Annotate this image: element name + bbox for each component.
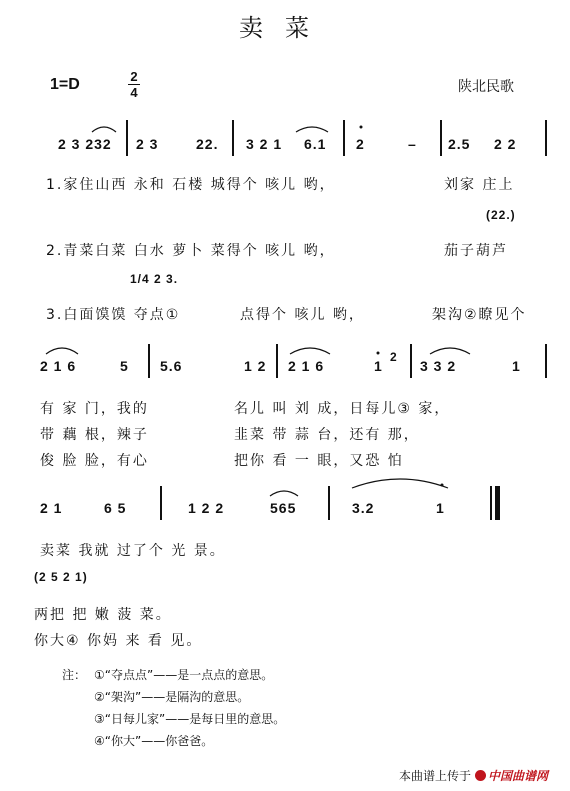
note-group: 2 3 bbox=[136, 136, 159, 152]
lyric-line: 茄子葫芦 bbox=[444, 243, 508, 259]
footnote: ②“架沟”——是隔沟的意思。 bbox=[94, 690, 250, 704]
lyric-line: 刘家 庄上 bbox=[444, 177, 515, 193]
note-group: 2 1 bbox=[40, 500, 63, 516]
note-group: 1 2 2 bbox=[188, 500, 225, 516]
note-group: 2 bbox=[356, 136, 365, 152]
note-group: 6.1 bbox=[304, 136, 327, 152]
barline bbox=[440, 120, 442, 156]
barline bbox=[328, 486, 330, 520]
note-group: 2 1 6 bbox=[288, 358, 325, 374]
credit-brand[interactable]: 中国曲谱网 bbox=[487, 769, 548, 783]
time-signature bbox=[128, 70, 140, 99]
source-credit bbox=[399, 767, 548, 784]
grace-note: 2 bbox=[390, 350, 398, 364]
variant-notes: 1/4 2 3. bbox=[130, 272, 179, 286]
note-group: – bbox=[408, 136, 417, 152]
variant-notes: (22.) bbox=[486, 208, 516, 222]
note-group: 565 bbox=[270, 500, 297, 516]
barline bbox=[160, 486, 162, 520]
barline bbox=[343, 120, 345, 156]
lyric-line: 名儿 叫 刘 成，日每儿③ 家， bbox=[234, 401, 451, 417]
lyric-line: 2.青菜白菜 白水 萝卜 菜得个 咳儿 哟， bbox=[46, 243, 336, 259]
note-group: 2 3 232 bbox=[58, 136, 112, 152]
globe-icon bbox=[475, 770, 486, 781]
note-group: 1 bbox=[374, 358, 383, 374]
song-title: 卖菜 bbox=[239, 14, 331, 42]
note-group: 3.2 bbox=[352, 500, 375, 516]
lyric-line: 俊 脸 脸，有心 bbox=[40, 453, 149, 469]
lyric-line: 把你 看 一 眼，又恐 怕 bbox=[234, 453, 404, 469]
lyric-line: 3.白面馍馍 夺点① bbox=[46, 307, 181, 323]
note-group: 2 2 bbox=[494, 136, 517, 152]
note-group: 3 2 1 bbox=[246, 136, 283, 152]
lyric-line: 韭菜 带 蒜 台，还有 那， bbox=[234, 427, 420, 443]
footnote-label: 注： bbox=[62, 668, 87, 682]
time-signature-top: 2 bbox=[130, 69, 138, 84]
credit-prefix: 本曲谱上传于 bbox=[398, 769, 471, 783]
note-group: 3 3 2 bbox=[420, 358, 457, 374]
barline bbox=[148, 344, 150, 378]
note-group: 1 bbox=[436, 500, 445, 516]
variant-notes: (2 5 2 1) bbox=[34, 570, 88, 584]
lyric-line: 两把 把 嫩 菠 菜。 bbox=[34, 607, 172, 623]
note-group: 2.5 bbox=[448, 136, 471, 152]
barline bbox=[545, 120, 547, 156]
note-group: 6 5 bbox=[104, 500, 127, 516]
lyric-line: 1.家住山西 永和 石楼 城得个 咳儿 哟， bbox=[46, 177, 336, 193]
note-group: 2 1 6 bbox=[40, 358, 77, 374]
final-barline-thin bbox=[490, 486, 492, 520]
lyric-line: 架沟②瞭见个 bbox=[432, 307, 527, 323]
footnote: ①“夺点点”——是一点点的意思。 bbox=[94, 668, 274, 682]
final-barline-thick bbox=[495, 486, 500, 520]
note-group: 5.6 bbox=[160, 358, 183, 374]
note-group: 22. bbox=[196, 136, 219, 152]
note-group: 1 bbox=[512, 358, 521, 374]
lyric-line: 有 家 门，我的 bbox=[40, 401, 149, 417]
note-group: 1 2 bbox=[244, 358, 267, 374]
footnote: ③“日每儿家”——是每日里的意思。 bbox=[94, 712, 286, 726]
note-group: 5 bbox=[120, 358, 129, 374]
lyric-line: 点得个 咳儿 哟， bbox=[240, 307, 365, 323]
song-origin: 陕北民歌 bbox=[458, 79, 514, 95]
barline bbox=[126, 120, 128, 156]
barline bbox=[232, 120, 234, 156]
lyric-line: 你大④ 你妈 来 看 见。 bbox=[34, 633, 203, 649]
barline bbox=[276, 344, 278, 378]
barline bbox=[410, 344, 412, 378]
barline bbox=[545, 344, 547, 378]
footnote: ④“你大”——你爸爸。 bbox=[94, 734, 214, 748]
lyric-line: 卖菜 我就 过了个 光 景。 bbox=[40, 543, 226, 559]
key-signature: 1=D bbox=[50, 76, 80, 93]
time-signature-bottom: 4 bbox=[130, 85, 138, 100]
lyric-line: 带 藕 根，辣子 bbox=[40, 427, 149, 443]
